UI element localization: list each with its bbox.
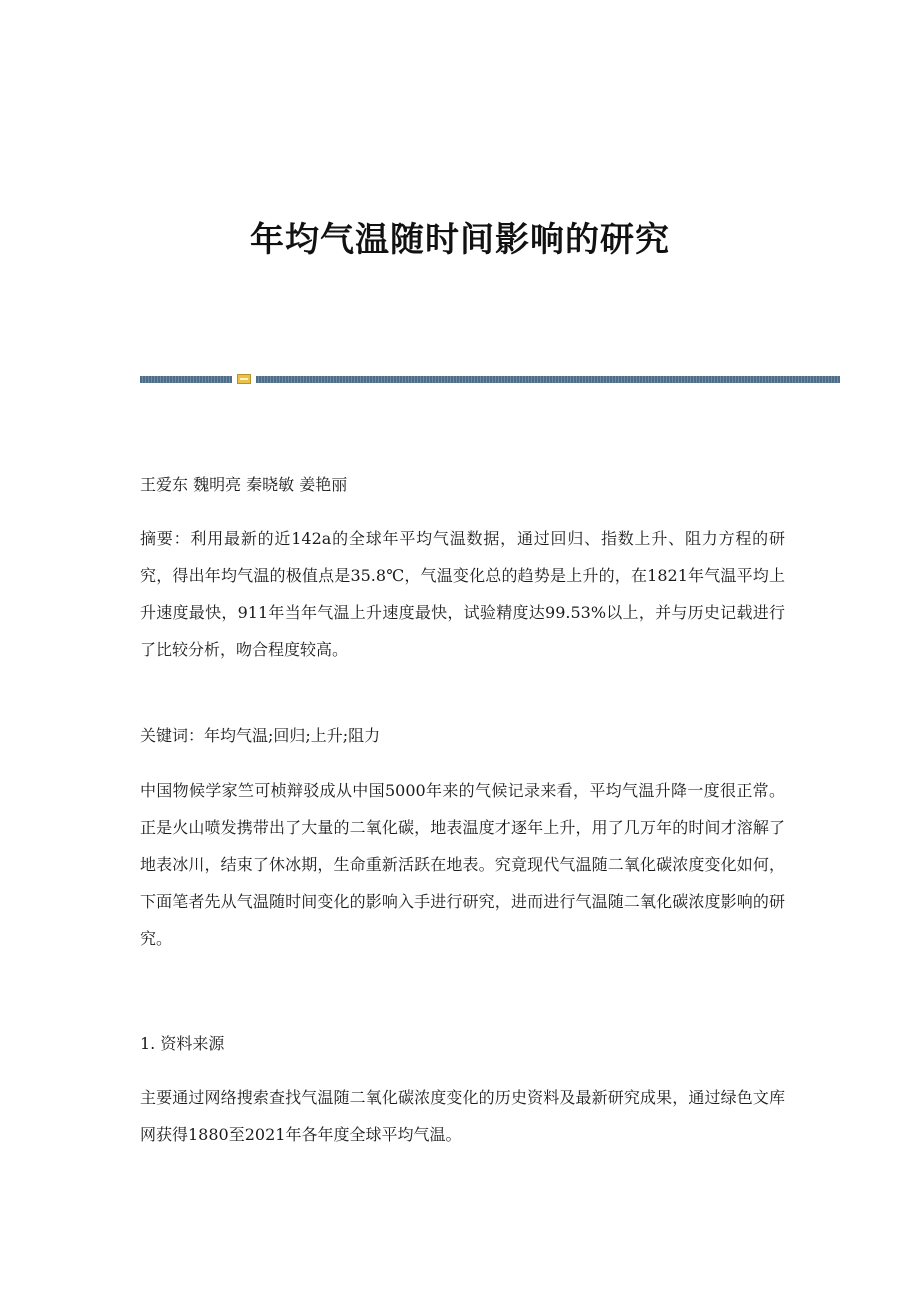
document-title: 年均气温随时间影响的研究	[250, 220, 670, 260]
divider-bar-left	[140, 376, 232, 383]
keywords-line: 关键词：年均气温;回归;上升;阻力	[140, 726, 381, 745]
divider-ornament-icon	[237, 374, 251, 384]
title-divider	[140, 374, 840, 384]
section-paragraph: 主要通过网络搜索查找气温随二氧化碳浓度变化的历史资料及最新研究成果，通过绿色文库网获得1880至2021年各年度全球平均气温。	[140, 1088, 785, 1144]
intro-paragraph: 中国物候学家竺可桢辩驳成从中国5000年来的气候记录来看，平均气温升降一度很正常。正是火山喷发携带出了大量的二氧化碳，地表温度才逐年上升，用了几万年的时间才溶解了地表冰川，结束了休冰期，生命重新活跃在地表。究竟现代气温随二氧化碳浓度变化如何，下面笔者先从气温随时间变化的影响入手进行研究，进而进行气温随二氧化碳浓度影响的研究。	[140, 781, 785, 948]
abstract-paragraph: 摘要：利用最新的近142a的全球年平均气温数据，通过回归、指数上升、阻力方程的研究，得出年均气温的极值点是35.8℃，气温变化总的趋势是上升的，在1821年气温平均上升速度最快，911年当年气温上升速度最快，试验精度达99.53%以上，并与历史记载进行了比较分析，吻合程度较高。	[140, 529, 785, 659]
section-heading: 1. 资料来源	[140, 1034, 225, 1053]
divider-bar-right	[256, 376, 840, 383]
authors-line: 王爱东 魏明亮 秦晓敏 姜艳丽	[140, 475, 348, 494]
